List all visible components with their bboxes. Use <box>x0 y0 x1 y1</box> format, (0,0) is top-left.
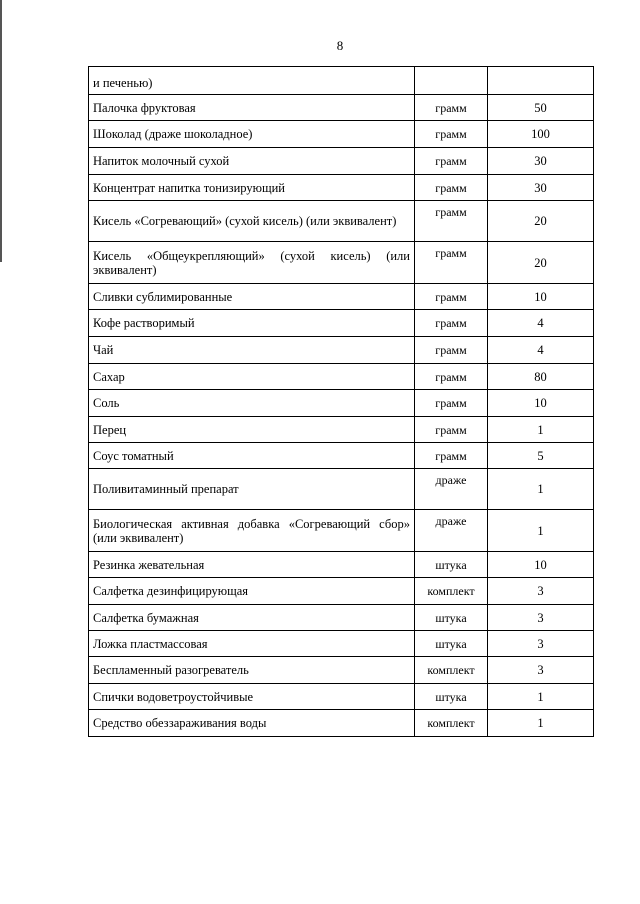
item-name-cell: Кисель «Общеукрепляющий» (сухой кисель) (или эквивалент) <box>89 242 415 284</box>
item-qty-cell: 30 <box>488 175 594 201</box>
table-row <box>89 552 594 578</box>
table-row <box>89 443 594 469</box>
item-name-cell: Сахар <box>89 364 415 390</box>
table-row <box>89 337 594 364</box>
table-row <box>89 510 594 552</box>
item-unit-cell: грамм <box>415 201 488 242</box>
table-row <box>89 284 594 310</box>
item-qty-cell: 1 <box>488 510 594 552</box>
item-qty-cell: 4 <box>488 310 594 337</box>
table-row <box>89 242 594 284</box>
item-unit-cell: комплект <box>415 578 488 605</box>
item-name-cell: Концентрат напитка тонизирующий <box>89 175 415 201</box>
item-qty-cell: 10 <box>488 284 594 310</box>
item-unit-cell: грамм <box>415 95 488 121</box>
table-row <box>89 469 594 510</box>
item-name-cell: Биологическая активная добавка «Согревающий сбор» (или эквивалент) <box>89 510 415 552</box>
table-row <box>89 710 594 737</box>
item-unit-cell: грамм <box>415 443 488 469</box>
table-row <box>89 578 594 605</box>
item-name-cell: Беспламенный разогреватель <box>89 657 415 684</box>
item-unit-cell: комплект <box>415 657 488 684</box>
item-name-cell: Кофе растворимый <box>89 310 415 337</box>
item-name-cell: Соус томатный <box>89 443 415 469</box>
item-qty-cell: 5 <box>488 443 594 469</box>
table-row <box>89 417 594 443</box>
item-name-cell: Салфетка бумажная <box>89 605 415 631</box>
item-qty-cell: 10 <box>488 552 594 578</box>
item-unit-cell: комплект <box>415 710 488 737</box>
item-unit-cell: штука <box>415 605 488 631</box>
item-unit-cell: грамм <box>415 121 488 148</box>
item-name-cell: Поливитаминный препарат <box>89 469 415 510</box>
table-row <box>89 201 594 242</box>
item-name-cell: Чай <box>89 337 415 364</box>
ration-items-table <box>88 66 594 737</box>
item-qty-cell: 10 <box>488 390 594 417</box>
item-name-cell: Перец <box>89 417 415 443</box>
item-unit-cell: грамм <box>415 417 488 443</box>
item-name-cell: Соль <box>89 390 415 417</box>
item-name-cell: Спички водоветроустойчивые <box>89 684 415 710</box>
item-qty-cell: 30 <box>488 148 594 175</box>
item-name-cell: и печенью) <box>89 67 415 95</box>
item-name-cell: Напиток молочный сухой <box>89 148 415 175</box>
item-unit-cell: драже <box>415 510 488 552</box>
item-unit-cell: штука <box>415 552 488 578</box>
table-row <box>89 310 594 337</box>
item-name-cell: Сливки сублимированные <box>89 284 415 310</box>
item-unit-cell: грамм <box>415 175 488 201</box>
item-qty-cell: 1 <box>488 710 594 737</box>
item-unit-cell: грамм <box>415 337 488 364</box>
table-row <box>89 148 594 175</box>
item-qty-cell: 4 <box>488 337 594 364</box>
item-qty-cell: 3 <box>488 578 594 605</box>
table-row <box>89 175 594 201</box>
item-qty-cell: 100 <box>488 121 594 148</box>
table-row <box>89 67 594 95</box>
item-qty-cell <box>488 67 594 95</box>
item-unit-cell: грамм <box>415 364 488 390</box>
item-name-cell: Кисель «Согревающий» (сухой кисель) (или эквивалент) <box>89 201 415 242</box>
item-unit-cell: грамм <box>415 310 488 337</box>
table-row <box>89 364 594 390</box>
item-name-cell: Ложка пластмассовая <box>89 631 415 657</box>
item-name-cell: Резинка жевательная <box>89 552 415 578</box>
item-name-cell: Палочка фруктовая <box>89 95 415 121</box>
page-number: 8 <box>336 38 344 53</box>
item-qty-cell: 3 <box>488 657 594 684</box>
table-row <box>89 95 594 121</box>
item-qty-cell: 20 <box>488 201 594 242</box>
item-name-cell: Средство обеззараживания воды <box>89 710 415 737</box>
item-qty-cell: 80 <box>488 364 594 390</box>
item-unit-cell <box>415 67 488 95</box>
item-unit-cell: грамм <box>415 242 488 284</box>
item-unit-cell: штука <box>415 631 488 657</box>
item-qty-cell: 1 <box>488 684 594 710</box>
item-unit-cell: грамм <box>415 390 488 417</box>
item-unit-cell: грамм <box>415 148 488 175</box>
item-qty-cell: 3 <box>488 605 594 631</box>
table-row <box>89 121 594 148</box>
item-qty-cell: 3 <box>488 631 594 657</box>
table-row <box>89 605 594 631</box>
item-unit-cell: штука <box>415 684 488 710</box>
item-qty-cell: 20 <box>488 242 594 284</box>
item-unit-cell: грамм <box>415 284 488 310</box>
item-qty-cell: 1 <box>488 417 594 443</box>
item-unit-cell: драже <box>415 469 488 510</box>
table-row <box>89 390 594 417</box>
item-name-cell: Шоколад (драже шоколадное) <box>89 121 415 148</box>
item-name-cell: Салфетка дезинфицирующая <box>89 578 415 605</box>
item-qty-cell: 1 <box>488 469 594 510</box>
table-row <box>89 684 594 710</box>
table-row <box>89 657 594 684</box>
table-row <box>89 631 594 657</box>
item-qty-cell: 50 <box>488 95 594 121</box>
